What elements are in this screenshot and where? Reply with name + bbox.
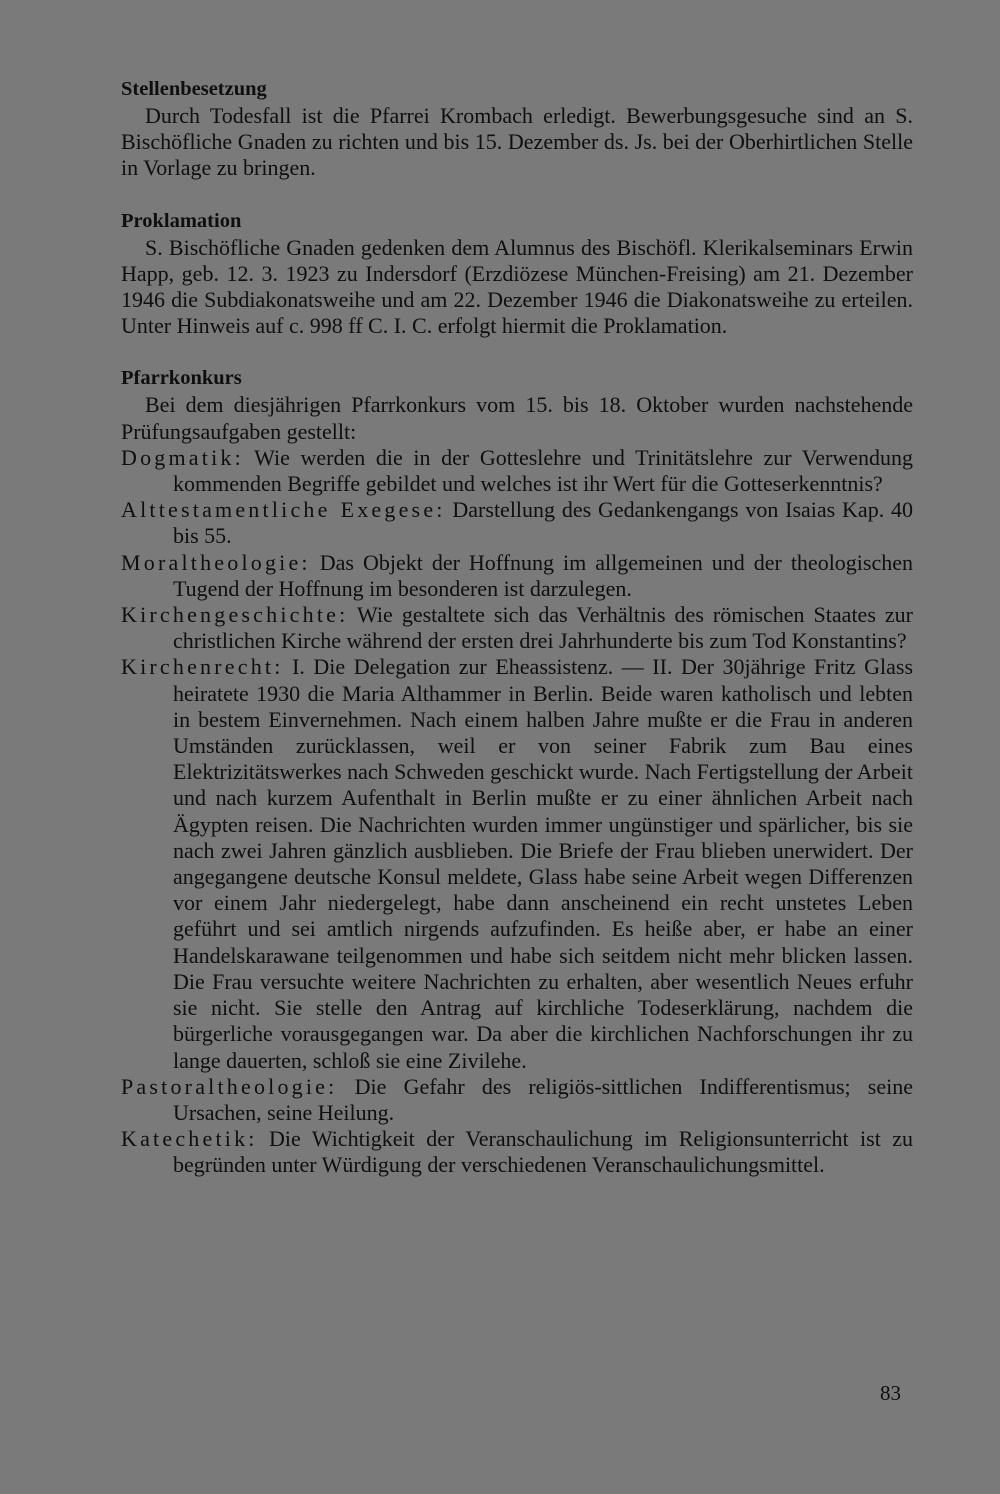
section-heading: Stellenbesetzung [121, 78, 267, 100]
exam-item-text: Darstellung des Gedankengangs von Isaias Kap. 40 bis 55. [173, 497, 913, 549]
exam-item-text: Die Gefahr des religiös-sittlichen Indifferentismus; seine Ursachen, seine Heilung. [173, 1073, 914, 1125]
section-heading: Proklamation [121, 209, 242, 232]
page-number: 83 [880, 1381, 901, 1405]
exam-item-term: Kirchengeschichte: [121, 602, 349, 628]
exam-item-term: Alttestamentliche Exegese: [121, 497, 446, 523]
section-heading: Pfarrkonkurs [121, 367, 242, 390]
section-intro: Bei dem diesjährigen Pfarrkonkurs vom 15. bis 18. Oktober wurden nachstehende Prüfungsaufgaben gestellt: [121, 392, 913, 444]
exam-item-text: Das Objekt der Hoffnung im allgemeinen und der theologischen Tugend der Hoffnung im besonderen ist darzulegen. [173, 549, 914, 601]
exam-item-moraltheologie [121, 550, 913, 602]
exam-item-text: Die Wichtigkeit der Veranschaulichung im Religionsunterricht ist zu begründen unter Würdigung der verschiedenen Veranschaulichungsmittel. [173, 1126, 913, 1178]
exam-item-term: Dogmatik: [121, 444, 244, 470]
exam-item-term: Kirchenrecht: [121, 654, 284, 680]
exam-item-text: I. Die Delegation zur Eheassistenz. — II. Der 30jährige Fritz Glass heiratete 1930 die Maria Althammer in Berlin. Beide waren katholisch und lebten in bestem Einvernehmen. Nach einem halben Jahre mußte er die Frau in anderen Umständen zurücklassen, weil er von seiner Fabrik zum Bau eines Elektrizitätswerkes nach Schweden geschickt wurde. Nach Fertigstellung der Arbeit und nach kurzem Aufenthalt in Berlin mußte er zu einer ähnlichen Arbeit nach Ägypten reisen. Die Nachrichten wurden immer ungünstiger und spärlicher, bis sie nach zwei Jahren gänzlich ausblieben. Die Briefe der Frau blieben unerwidert. Der angegangene deutsche Konsul meldete, Glass habe seine Arbeit wegen Differenzen vor einem Jahr niedergelegt, habe dann anscheinend ein recht unstetes Leben geführt und sei amtlich nirgends aufzufinden. Es heiße aber, er habe an einer Handelskarawane teilgenommen und habe sich seitdem nicht mehr blicken lassen. Die Frau versuchte weitere Nachrichten zu erhalten, aber wesentlich Neues erfuhr sie nicht. Sie stelle den Antrag auf kirchliche Todeserklärung, nachdem die bürgerliche vorausgegangen war. Da aber die kirchlichen Nachforschungen ihr zu lange dauerten, schloß sie eine Zivilehe. [173, 654, 914, 1073]
section-proklamation [121, 208, 913, 340]
exam-item-kirchenrecht [121, 654, 913, 1073]
exam-item-pastoraltheologie [121, 1074, 913, 1126]
exam-item-term: Katechetik: [121, 1126, 258, 1152]
exam-item-text: Wie werden die in der Gotteslehre und Trinitätslehre zur Verwendung kommenden Begriffe gebildet und welches ist ihr Wert für die Gotteserkenntnis? [173, 444, 913, 497]
section-stellenbesetzung [121, 76, 913, 182]
exam-item-term: Moraltheologie: [121, 549, 311, 575]
exam-item-text: Wie gestaltete sich das Verhältnis des römischen Staates zur christlichen Kirche während der ersten drei Jahrhunderte bis zum Tod Konstantins? [173, 602, 913, 654]
section-paragraph: Durch Todesfall ist die Pfarrei Krombach erledigt. Bewerbungsgesuche sind an S. Bischöfliche Gnaden zu richten und bis 15. Dezember ds. Js. bei der Oberhirtlichen Stelle in Vorlage zu bringen. [121, 103, 913, 181]
exam-item-dogmatik [121, 445, 913, 497]
document-page [121, 76, 913, 1205]
section-paragraph: S. Bischöfliche Gnaden gedenken dem Alumnus des Bischöfl. Klerikalseminars Erwin Happ, geb. 12. 3. 1923 zu Indersdorf (Erzdiözese München-Freising) am 21. Dezember 1946 die Subdiakonatsweihe und am 22. Dezember 1946 die Diakonatsweihe zu erteilen. Unter Hinweis auf c. 998 ff C. I. C. erfolgt hiermit die Proklamation. [121, 234, 913, 339]
exam-items-list [121, 445, 913, 1179]
section-pfarrkonkurs [121, 365, 913, 1178]
exam-item-katechetik [121, 1126, 913, 1178]
exam-item-exegese [121, 497, 913, 549]
exam-item-term: Pastoraltheologie: [121, 1073, 338, 1099]
exam-item-kirchengeschichte [121, 602, 913, 654]
